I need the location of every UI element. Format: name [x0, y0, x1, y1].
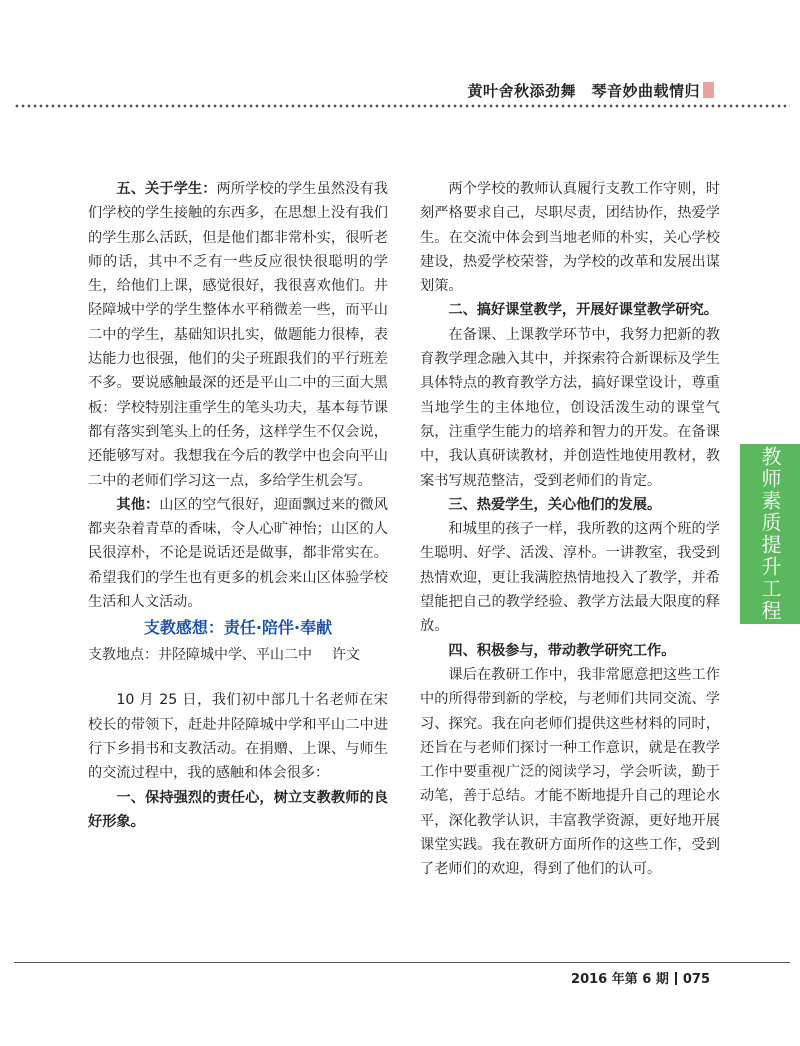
section2-heading: 二、搞好课堂教学，开展好课堂教学研究。 — [448, 302, 718, 319]
footer-separator — [675, 972, 677, 985]
right-paragraph-4: 课后在教研工作中，我非常愿意把这些工作中的所得带到新的学校，与老师们共同交流、学习、探究。我在向老师们提供这些材料的同时，还旨在与老师们探讨一种工作意识，就是在教学工作中要重视广泛的阅读学习，学会听读，勤于动笔，善于总结。才能不断地提升自己的理论水平，深化教学认识，丰富教学资源，更好地开展课堂实践。我在教研方面所作的这些工作，受到了老师们的欢迎，得到了他们的认可。 — [420, 666, 720, 878]
header-title: 黄叶舍秋添劲舞 琴音妙曲载情归 — [467, 82, 700, 100]
section1-heading: 一、保持强烈的责任心，树立支教教师的良好形象。 — [88, 789, 388, 830]
page-number: 075 — [682, 972, 710, 987]
issue-label: 2016 年第 6 期 — [571, 972, 669, 987]
header-marker — [703, 82, 714, 98]
right-paragraph-2: 在备课、上课教学环节中，我努力把新的教育教学理念融入其中，并探索符合新课标及学生具体特点的教育教学方法，搞好课堂设计，尊重当地学生的主体地位，创设活泼生动的课堂气氛，注重学生能力的培养和智力的开发。在备课中，我认真研读教材，并创造性地使用教材，教案书写规范整洁，受到老师们的肯定。 — [420, 326, 720, 489]
header-dotted-rule — [14, 104, 790, 108]
article-author: 许文 — [332, 647, 360, 664]
students-heading: 五、关于学生： — [116, 181, 217, 197]
other-heading: 其他： — [116, 496, 160, 513]
article-byline — [88, 642, 388, 668]
right-paragraph-3: 和城里的孩子一样，我所教的这两个班的学生聪明、好学、活泼、淳朴。一讲教室，我受到热情欢迎，更让我满腔热情地投入了教学，并希望能把自己的教学经验、教学方法最大限度的释放。 — [420, 521, 720, 635]
footer-rule — [14, 962, 790, 963]
article-location: 支教地点：井陉障城中学、平山二中 — [88, 647, 312, 664]
other-paragraph — [88, 493, 388, 614]
article-title: 支教感想：责任·陪伴·奉献 — [143, 618, 333, 638]
left-column — [88, 177, 388, 834]
right-column — [420, 177, 720, 882]
section3-heading: 三、热爱学生，关心他们的发展。 — [448, 496, 662, 513]
section-side-tab: 教师素质提升工程 — [740, 444, 800, 624]
intro-paragraph: 10 月 25 日，我们初中部几十名老师在宋校长的带领下，赶赴井陉障城中学和平山二中进行下乡捐书和支教活动。在捐赠、上课、与师生的交流过程中，我的感触和体会很多： — [88, 692, 388, 782]
students-body: 两所学校的学生虽然没有我们学校的学生接触的东西多，在思想上没有我们的学生那么活跃，但是他们都非常朴实，很听老师的话，其中不乏有一些反应很快很聪明的学生，给他们上课，感觉很好，我很喜欢他们。井陉障城中学的学生整体水平稍微差一些，而平山二中的学生，基础知识扎实，做题能力很棒，表达能力也很强，他们的尖子班跟我们的平行班差不多。要说感触最深的还是平山二中的三面大黑板：学校特别注重学生的笔头功夫，基本每节课都有落实到笔头上的任务，这样学生不仅会说，还能够写对。我想我在今后的教学中也会向平山二中的老师们学习这一点，多给学生机会写。 — [88, 181, 388, 489]
section4-heading: 四、积极参与，带动教学研究工作。 — [448, 642, 676, 659]
other-body: 山区的空气很好，迎面飘过来的微风都夹杂着青草的香味，令人心旷神怡；山区的人民很淳朴，不论是说话还是做事，都非常实在。希望我们的学生也有更多的机会来山区体验学校生活和人文活动。 — [88, 496, 388, 611]
right-paragraph-1: 两个学校的教师认真履行支教工作守则，时刻严格要求自己，尽职尽责，团结协作，热爱学生。在交流中体会到当地老师的朴实，关心学校建设，热爱学校荣誉，为学校的改革和发展出谋划策。 — [420, 181, 720, 295]
page-footer — [571, 968, 710, 987]
students-paragraph — [88, 177, 388, 493]
